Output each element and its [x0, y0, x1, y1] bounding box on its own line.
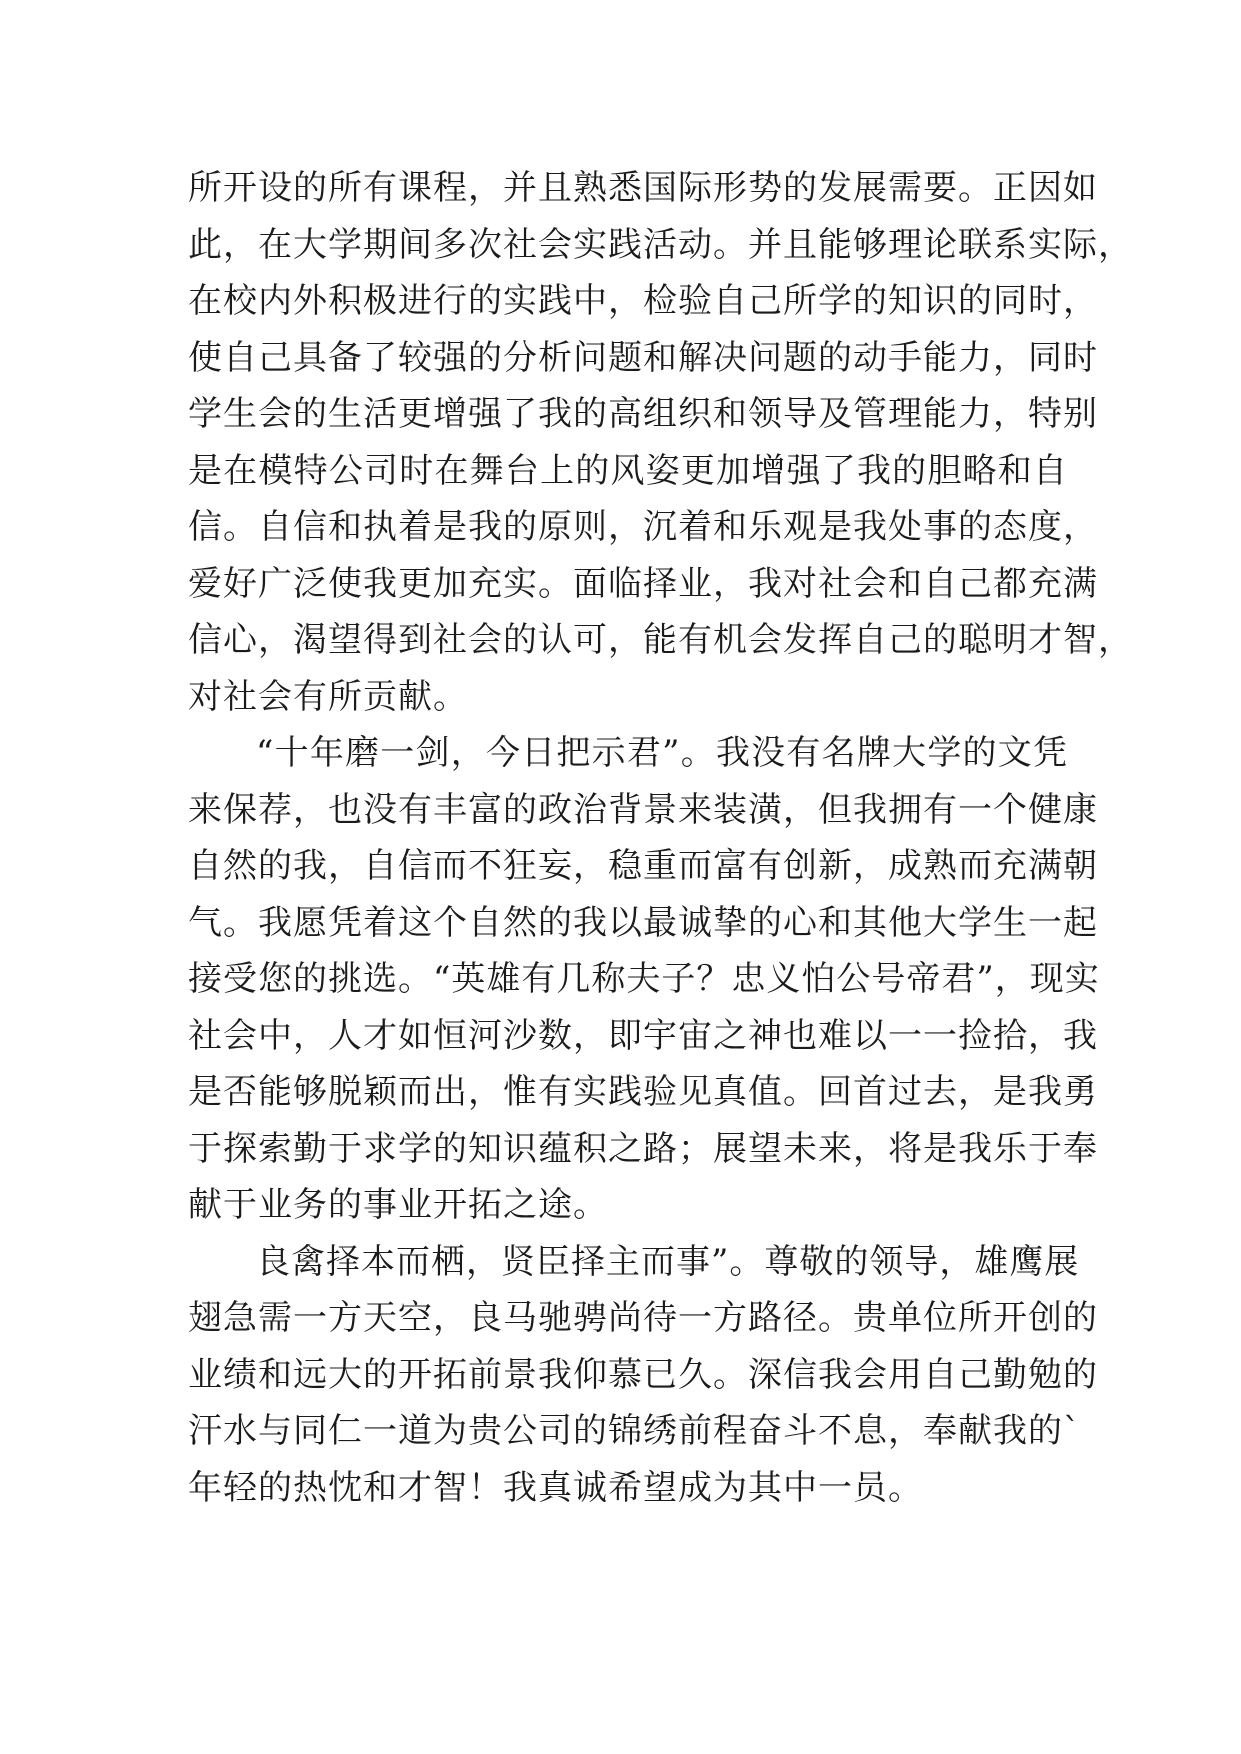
- paragraph-3: [188, 1234, 1098, 1517]
- text-line: 此，在大学期间多次社会实践活动。并且能够理论联系实际，: [188, 224, 1133, 265]
- text-line: 业绩和远大的开拓前景我仰慕已久。深信我会用自己勤勉的: [188, 1354, 1098, 1395]
- text-line: 接受您的挑选。“英雄有几称夫子？忠义怕公号帝君”，现实: [188, 959, 1100, 999]
- text-line: 是否能够脱颖而出，惟有实践验见真值。回首过去，是我勇: [188, 1072, 1098, 1112]
- text-line: 信心，渴望得到社会的认可，能有机会发挥自己的聪明才智，: [188, 620, 1133, 660]
- text-line: 对社会有所贡献。: [188, 676, 468, 717]
- document-body: [188, 160, 1133, 1516]
- text-line: 汗水与同仁一道为贵公司的锦绣前程奋斗不息，奉献我的`: [188, 1411, 1081, 1451]
- text-line: 于探索勤于求学的知识蕴积之路；展望未来，将是我乐于奉: [188, 1128, 1098, 1169]
- text-line: 翅急需一方天空，良马驰骋尚待一方路径。贵单位所开创的: [188, 1298, 1098, 1338]
- text-line: 来保荐，也没有丰富的政治背景来装潢，但我拥有一个健康: [188, 789, 1098, 830]
- text-line: 是在模特公司时在舞台上的风姿更加增强了我的胆略和自: [188, 450, 1068, 491]
- text-line: 学生会的生活更增强了我的高组织和领导及管理能力，特别: [188, 394, 1098, 434]
- paragraph-1: [188, 160, 1133, 725]
- text-line: 气。我愿凭着这个自然的我以最诚挚的心和其他大学生一起: [188, 902, 1098, 943]
- text-line: 社会中，人才如恒河沙数，即宇宙之神也难以一一捡拾，我: [188, 1015, 1098, 1056]
- text-line: “十年磨一剑，今日把示君”。我没有名牌大学的文凭: [256, 733, 1068, 773]
- text-line: 在校内外积极进行的实践中，检验自己所学的知识的同时，: [188, 281, 1098, 321]
- text-line: 爱好广泛使我更加充实。面临择业，我对社会和自己都充满: [188, 563, 1098, 604]
- text-line: 信。自信和执着是我的原则，沉着和乐观是我处事的态度，: [188, 507, 1098, 547]
- text-line: 所开设的所有课程，并且熟悉国际形势的发展需要。正因如: [188, 168, 1098, 208]
- text-line: 使自己具备了较强的分析问题和解决问题的动手能力，同时: [188, 337, 1098, 378]
- text-line: 年轻的热忱和才智！我真诚希望成为其中一员。: [188, 1467, 923, 1508]
- text-line: 自然的我，自信而不狂妄，稳重而富有创新，成熟而充满朝: [188, 846, 1098, 886]
- text-line: 良禽择本而栖，贤臣择主而事”。尊敬的领导，雄鹰展: [256, 1241, 1080, 1282]
- paragraph-2: [188, 725, 1100, 1234]
- text-line: 献于业务的事业开拓之途。: [188, 1185, 608, 1225]
